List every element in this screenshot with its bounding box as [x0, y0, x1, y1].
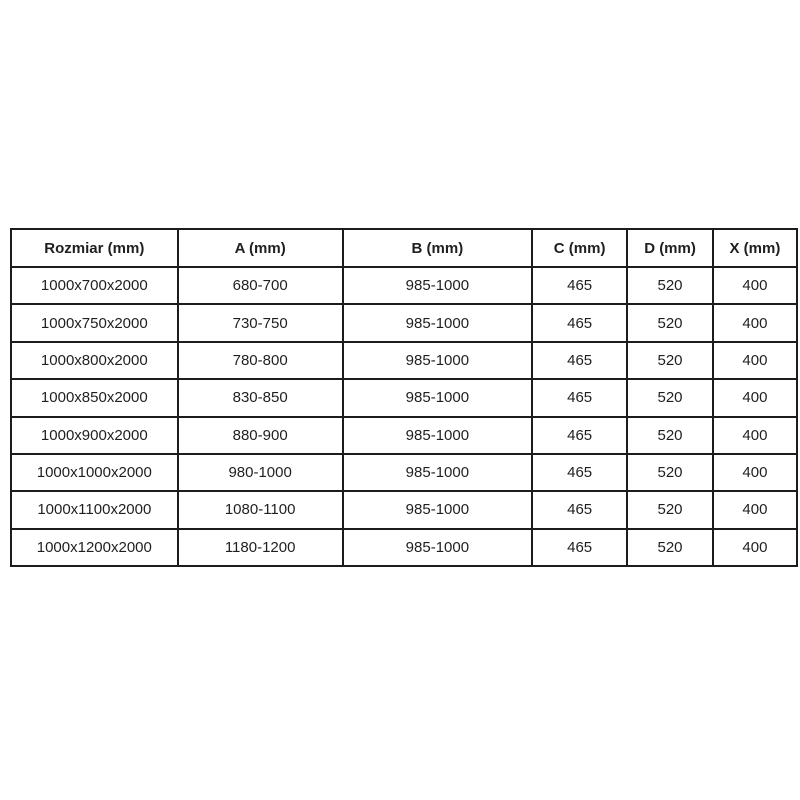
- table-cell: 830-850: [178, 379, 343, 416]
- table-cell: 1000x800x2000: [11, 342, 178, 379]
- table-cell: 1000x750x2000: [11, 304, 178, 341]
- table-cell: 985-1000: [343, 491, 532, 528]
- table-row: [11, 529, 797, 566]
- table-cell: 985-1000: [343, 379, 532, 416]
- table-cell: 400: [713, 529, 797, 566]
- table-cell: 985-1000: [343, 342, 532, 379]
- table-cell: 400: [713, 417, 797, 454]
- table-cell: 520: [627, 342, 713, 379]
- table-row: [11, 379, 797, 416]
- table-cell: 980-1000: [178, 454, 343, 491]
- table-cell: 985-1000: [343, 267, 532, 304]
- table-row: [11, 454, 797, 491]
- table-cell: 730-750: [178, 304, 343, 341]
- table-cell: 465: [532, 454, 627, 491]
- table-cell: 780-800: [178, 342, 343, 379]
- column-header: B (mm): [343, 229, 532, 267]
- table-cell: 520: [627, 529, 713, 566]
- table-cell: 465: [532, 342, 627, 379]
- table-row: [11, 304, 797, 341]
- table-cell: 1180-1200: [178, 529, 343, 566]
- table-cell: 520: [627, 304, 713, 341]
- table-row: [11, 342, 797, 379]
- table-cell: 1000x900x2000: [11, 417, 178, 454]
- table-cell: 465: [532, 491, 627, 528]
- column-header: C (mm): [532, 229, 627, 267]
- table-cell: 520: [627, 491, 713, 528]
- table-cell: 985-1000: [343, 454, 532, 491]
- table-header-row: [11, 229, 797, 267]
- table-cell: 400: [713, 454, 797, 491]
- table-cell: 1000x1200x2000: [11, 529, 178, 566]
- table-cell: 680-700: [178, 267, 343, 304]
- table-cell: 520: [627, 379, 713, 416]
- table-cell: 1000x1000x2000: [11, 454, 178, 491]
- table-cell: 465: [532, 529, 627, 566]
- table-cell: 400: [713, 379, 797, 416]
- table-cell: 465: [532, 379, 627, 416]
- table-cell: 465: [532, 304, 627, 341]
- table-cell: 520: [627, 454, 713, 491]
- table-cell: 985-1000: [343, 529, 532, 566]
- table-cell: 400: [713, 267, 797, 304]
- table-cell: 1000x1100x2000: [11, 491, 178, 528]
- size-dimensions-table: [10, 228, 798, 567]
- table-cell: 985-1000: [343, 417, 532, 454]
- table-body: [11, 267, 797, 566]
- table-row: [11, 491, 797, 528]
- table-cell: 1000x700x2000: [11, 267, 178, 304]
- table-row: [11, 267, 797, 304]
- column-header: Rozmiar (mm): [11, 229, 178, 267]
- table-row: [11, 417, 797, 454]
- column-header: X (mm): [713, 229, 797, 267]
- table-cell: 1080-1100: [178, 491, 343, 528]
- table-cell: 400: [713, 304, 797, 341]
- table-cell: 520: [627, 267, 713, 304]
- table-cell: 400: [713, 491, 797, 528]
- table-cell: 1000x850x2000: [11, 379, 178, 416]
- table-cell: 880-900: [178, 417, 343, 454]
- column-header: D (mm): [627, 229, 713, 267]
- table-cell: 400: [713, 342, 797, 379]
- table-cell: 465: [532, 267, 627, 304]
- table-cell: 985-1000: [343, 304, 532, 341]
- table-cell: 520: [627, 417, 713, 454]
- column-header: A (mm): [178, 229, 343, 267]
- table-cell: 465: [532, 417, 627, 454]
